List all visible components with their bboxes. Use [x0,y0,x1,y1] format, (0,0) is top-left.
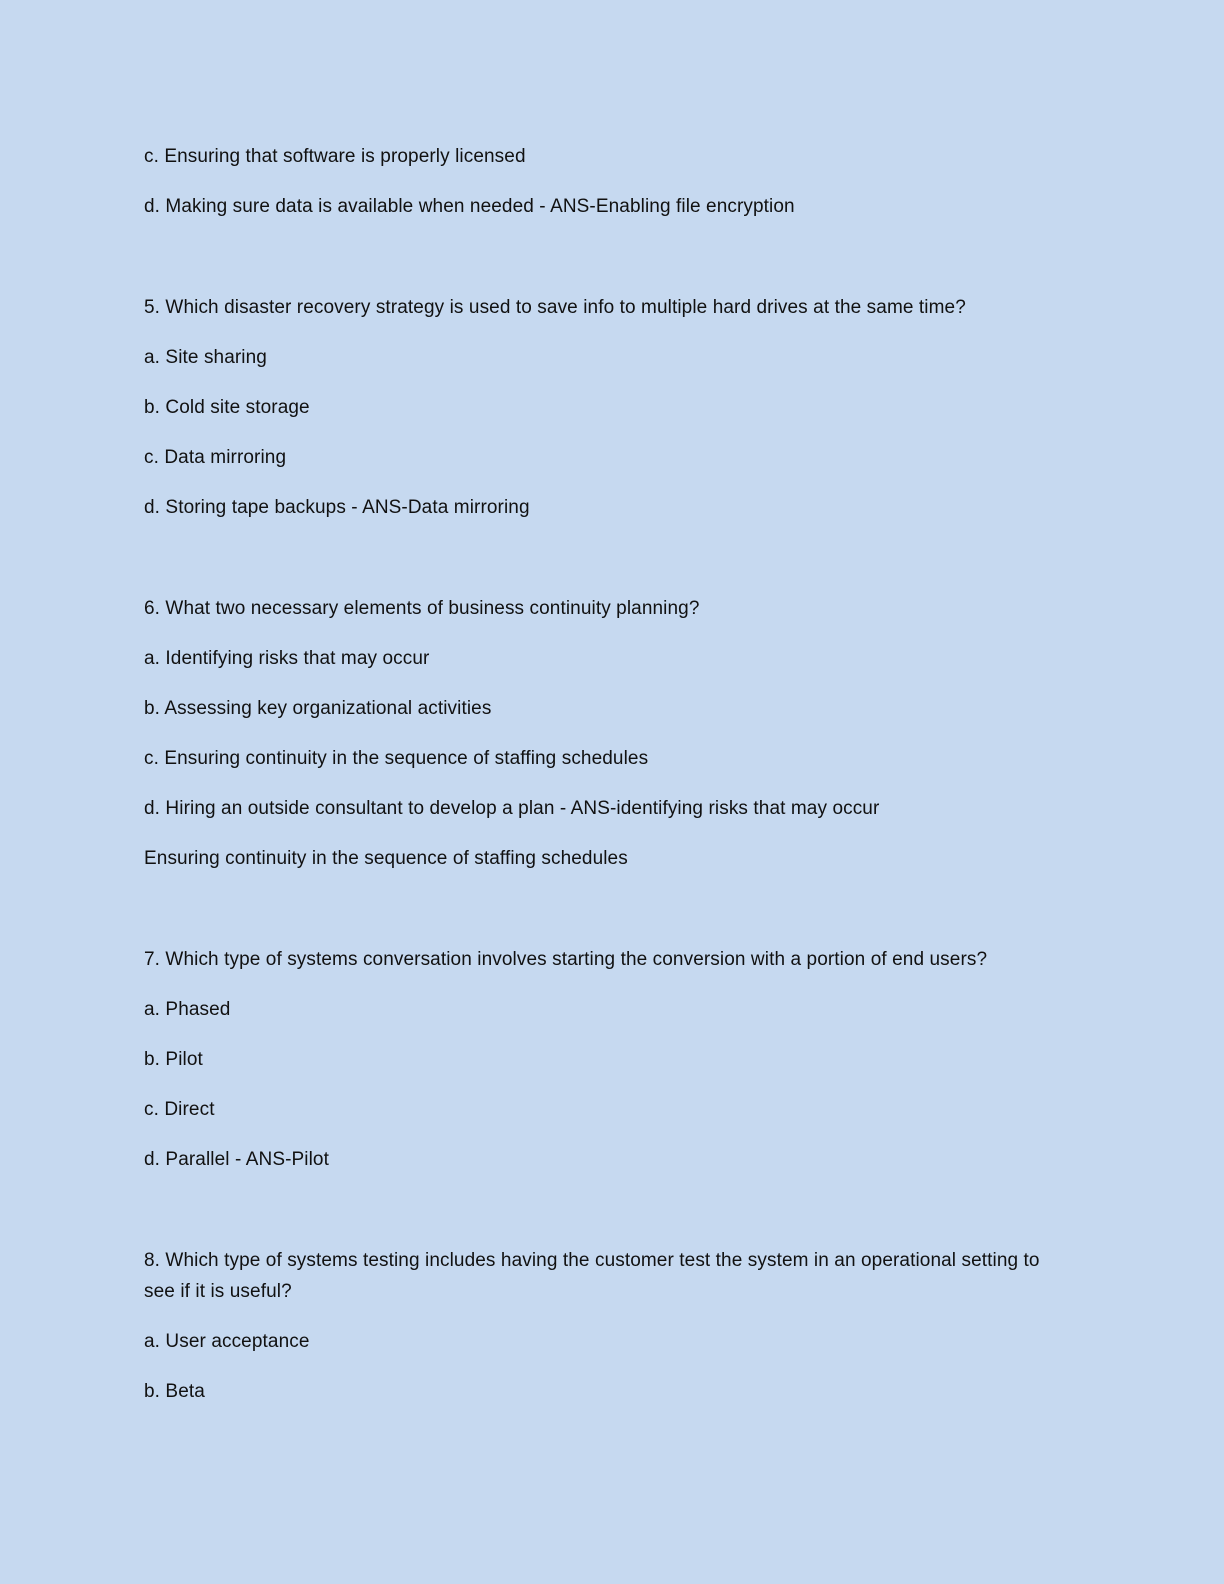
line-spacer [144,724,1074,743]
line-spacer [144,975,1074,994]
answer-option: d. Hiring an outside consultant to develop a plan - ANS-identifying risks that may occur [144,798,880,819]
answer-option: a. User acceptance [144,1331,310,1352]
question-text: 5. Which disaster recovery strategy is used to save info to multiple hard drives at the same time? [144,297,966,318]
answer-option: d. Storing tape backups - ANS-Data mirroring [144,497,530,518]
section-spacer [144,874,1074,944]
line-spacer [144,1075,1074,1094]
answer-option: c. Data mirroring [144,447,287,468]
line-spacer [144,1025,1074,1044]
answer-option: d. Making sure data is available when needed - ANS-Enabling file encryption [144,196,795,217]
line-spacer [144,774,1074,793]
answer-option: c. Direct [144,1099,215,1120]
answer-option: b. Cold site storage [144,397,310,418]
line-spacer [144,172,1074,191]
answer-option: b. Pilot [144,1049,203,1070]
question-text: 6. What two necessary elements of business continuity planning? [144,598,700,619]
line-spacer [144,1125,1074,1144]
document-content [144,141,1074,1407]
question-text: 7. Which type of systems conversation involves starting the conversion with a portion of end users? [144,949,988,970]
line-spacer [144,323,1074,342]
line-spacer [144,824,1074,843]
question-text: 8. Which type of systems testing includes having the customer test the system in an operational setting to see if it is useful? [144,1250,1040,1302]
section-spacer [144,523,1074,593]
answer-option: a. Identifying risks that may occur [144,648,430,669]
section-spacer [144,1175,1074,1245]
answer-option: b. Assessing key organizational activities [144,698,492,719]
line-spacer [144,674,1074,693]
line-spacer [144,624,1074,643]
answer-option: c. Ensuring that software is properly licensed [144,146,526,167]
answer-continuation: Ensuring continuity in the sequence of staffing schedules [144,848,628,869]
answer-option: b. Beta [144,1381,205,1402]
line-spacer [144,373,1074,392]
answer-option: d. Parallel - ANS-Pilot [144,1149,329,1170]
line-spacer [144,1307,1074,1326]
line-spacer [144,473,1074,492]
answer-option: a. Phased [144,999,231,1020]
answer-option: a. Site sharing [144,347,267,368]
answer-option: c. Ensuring continuity in the sequence of staffing schedules [144,748,649,769]
line-spacer [144,423,1074,442]
line-spacer [144,1357,1074,1376]
section-spacer [144,222,1074,292]
